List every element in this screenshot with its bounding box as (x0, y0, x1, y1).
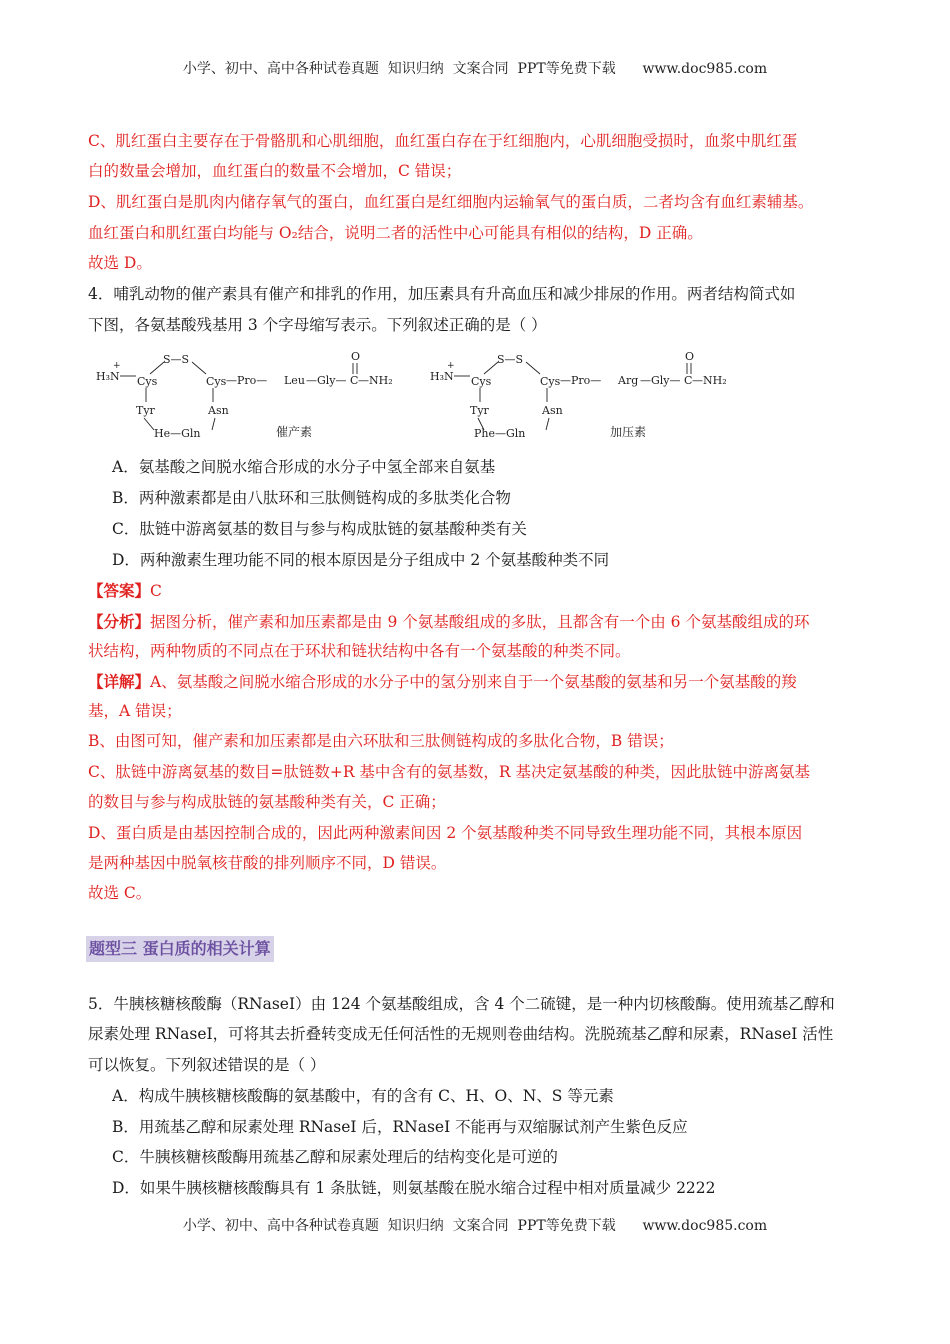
q5-stem-line2: 尿素处理 RNaseI，可将其去折叠转变成无任何活性的无规则卷曲结构。洗脱巯基乙醇和尿素，RNaseI 活性 (88, 1025, 834, 1043)
q4-detail-a-line2: 基，A 错误； (88, 702, 182, 720)
oxytocin-variable-residue-1: He—Gln (154, 427, 201, 440)
vasopressin-carbon: C (684, 374, 693, 387)
vasopressin-pro: —Pro— (560, 374, 602, 387)
q4-final-answer: 故选 C。 (88, 884, 152, 902)
q4-detail-c-line1: C、肽链中游离氨基的数目=肽链数+R 基中含有的氨基数，R 基决定氨基酸的种类，因此肽链中游离氨基 (88, 763, 811, 781)
prev-option-c-line1: C、肌红蛋白主要存在于骨骼肌和心肌细胞，血红蛋白存在于红细胞内，心肌细胞受损时，血浆中肌红蛋 (88, 132, 798, 150)
vasopressin-cys2: Cys (540, 375, 561, 388)
q4-answer-line (88, 583, 162, 600)
analysis-text: 据图分析，催产素和加压素都是由 9 个氨基酸组成的多肽，且都含有一个由 6 个氨基酸组成的环 (150, 613, 810, 631)
oxytocin-carbonyl-o: O (351, 350, 361, 363)
vasopressin-gly: —Gly— (640, 374, 681, 387)
oxytocin-variable-residue-2: Leu (284, 374, 305, 387)
oxytocin-asn: Asn (208, 404, 229, 417)
oxytocin-carbon: C (350, 374, 359, 387)
oxytocin-gly: —Gly— (306, 374, 347, 387)
oxytocin-tyr: Tyr (136, 404, 155, 417)
vasopressin-structure (430, 350, 727, 440)
q5-option-d: D．如果牛胰核糖核酸酶具有 1 条肽链，则氨基酸在脱水缩合过程中相对质量减少 2222 (112, 1179, 716, 1197)
q4-option-d: D．两种激素生理功能不同的根本原因是分子组成中 2 个氨基酸种类不同 (112, 551, 610, 569)
vasopressin-disulfide: S—S (497, 353, 524, 366)
oxytocin-amide: —NH₂ (358, 374, 393, 387)
q4-detail-d-line1: D、蛋白质是由基因控制合成的，因此两种激素间因 2 个氨基酸种类不同导致生理功能不同，其根本原因 (88, 824, 803, 842)
answer-value: C (150, 582, 162, 600)
detail-tag: 【详解】 (88, 672, 151, 691)
vasopressin-asn: Asn (542, 404, 563, 417)
q4-detail-d-line2: 是两种基因中脱氧核苷酸的排列顺序不同，D 错误。 (88, 854, 447, 872)
vasopressin-plus: + (447, 361, 455, 371)
q4-detail-c-line2: 的数目与参与构成肽链的氨基酸种类有关，C 正确； (88, 793, 446, 811)
prev-option-d-line2: 血红蛋白和肌红蛋白均能与 O₂结合，说明二者的活性中心可能具有相似的结构，D 正确。 (88, 224, 703, 242)
q4-analysis-line1 (88, 614, 809, 631)
oxytocin-disulfide: S—S (163, 353, 190, 366)
answer-tag: 【答案】 (88, 581, 151, 600)
vasopressin-amide: —NH₂ (692, 374, 727, 387)
vasopressin-tyr: Tyr (470, 404, 489, 417)
analysis-tag: 【分析】 (88, 612, 151, 631)
q4-detail-b: B、由图可知，催产素和加压素都是由六环肽和三肽侧链构成的多肽化合物，B 错误； (88, 732, 674, 750)
page-header: 小学、初中、高中各种试卷真题 知识归纳 文案合同 PPT等免费下载 www.doc985.com (182, 61, 768, 77)
section-heading: 题型三 蛋白质的相关计算 (86, 936, 274, 962)
vasopressin-carbonyl-o: O (685, 350, 695, 363)
q5-option-c: C．牛胰核糖核酸酶用巯基乙醇和尿素处理后的结构变化是可逆的 (112, 1148, 558, 1166)
oxytocin-cys1: Cys (137, 375, 158, 388)
q5-stem-line3: 可以恢复。下列叙述错误的是（ ） (88, 1056, 326, 1074)
detail-a-text: A、氨基酸之间脱水缩合形成的水分子中的氢分别来自于一个氨基酸的氨基和另一个氨基酸的羧 (150, 673, 797, 691)
vasopressin-variable-residue-1: Phe—Gln (474, 427, 526, 440)
q4-option-c: C．肽链中游离氨基的数目与参与构成肽链的氨基酸种类有关 (112, 520, 527, 538)
prev-option-c-line2: 白的数量会增加，血红蛋白的数量不会增加，C 错误； (88, 162, 462, 180)
q4-detail-a-line1 (88, 674, 797, 691)
prev-answer: 故选 D。 (88, 254, 152, 272)
q4-analysis-line2: 状结构，两种物质的不同点在于环状和链状结构中各有一个氨基酸的种类不同。 (88, 642, 631, 660)
oxytocin-h3n: H₃N (96, 370, 120, 383)
peptide-structure-figure (88, 350, 788, 450)
oxytocin-cys2: Cys (206, 375, 227, 388)
q4-option-b: B．两种激素都是由八肽环和三肽侧链构成的多肽类化合物 (112, 489, 511, 507)
vasopressin-cys1: Cys (471, 375, 492, 388)
page-footer: 小学、初中、高中各种试卷真题 知识归纳 文案合同 PPT等免费下载 www.doc985.com (182, 1218, 768, 1234)
vasopressin-h3n: H₃N (430, 370, 454, 383)
vasopressin-caption: 加压素 (610, 425, 647, 439)
q5-stem-line1: 5．牛胰核糖核酸酶（RNaseI）由 124 个氨基酸组成，含 4 个二硫键，是一种内切核酸酶。使用巯基乙醇和 (88, 995, 835, 1013)
oxytocin-plus: + (113, 361, 121, 371)
q4-option-a: A．氨基酸之间脱水缩合形成的水分子中氢全部来自氨基 (112, 458, 496, 476)
q4-stem-line1: 4．哺乳动物的催产素具有催产和排乳的作用，加压素具有升高血压和减少排尿的作用。两者结构简式如 (88, 285, 796, 303)
q4-stem-line2: 下图，各氨基酸残基用 3 个字母缩写表示。下列叙述正确的是（ ） (88, 316, 547, 334)
oxytocin-pro: —Pro— (226, 374, 268, 387)
prev-option-d-line1: D、肌红蛋白是肌肉内储存氧气的蛋白，血红蛋白是红细胞内运输氧气的蛋白质，二者均含有血红素辅基。 (88, 193, 814, 211)
oxytocin-caption: 催产素 (276, 425, 313, 439)
q5-option-b: B．用巯基乙醇和尿素处理 RNaseI 后，RNaseI 不能再与双缩脲试剂产生紫色反应 (112, 1118, 688, 1136)
oxytocin-structure (96, 350, 393, 440)
q5-option-a: A．构成牛胰核糖核酸酶的氨基酸中，有的含有 C、H、O、N、S 等元素 (112, 1087, 614, 1105)
vasopressin-variable-residue-2: Arg (618, 374, 639, 387)
